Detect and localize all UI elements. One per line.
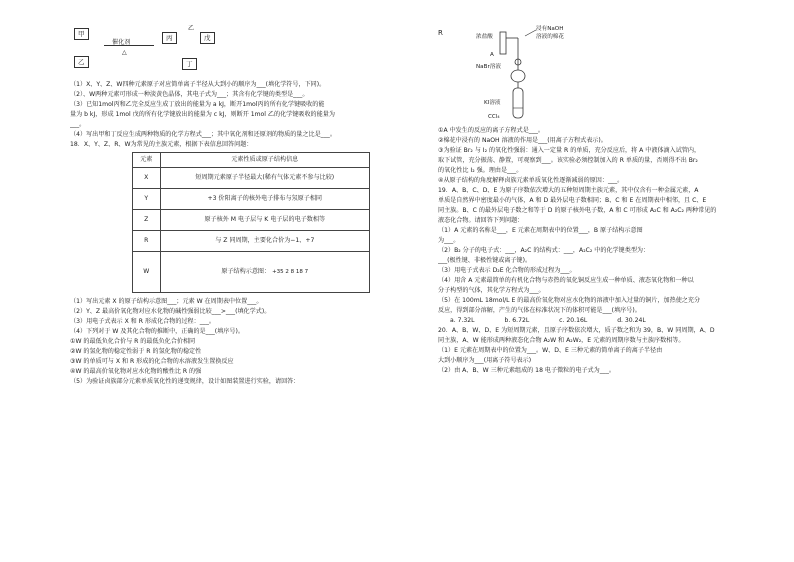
table-header: 元素 xyxy=(133,153,161,168)
q-option: ②W 的氢化物的稳定性弱于 R 的氢化物的稳定性 xyxy=(70,348,202,355)
flow-box-wu: 戊 xyxy=(200,32,215,44)
q-option: ③W 的单质可与 X 和 R 形成的化合物的水溶液发生置换反应 xyxy=(70,358,234,365)
q-line: （4）写出甲和丁反应生成两种物质的化学方程式___；其中氧化剂和还原剂的物质的量之比是___。 xyxy=(70,131,336,138)
q-line: （1）A 元素的名称是___，E 元素在周期表中的位置___，B 原子结构示意图 xyxy=(438,227,643,234)
label-ccl4: CCl₄ xyxy=(488,114,500,120)
q-line: （4）下列对于 W 及其化合物的推断中，正确的是___(填序号)。 xyxy=(70,328,244,335)
table-cell: W xyxy=(133,252,161,293)
q19-intro: 19．A、B、C、D、E 为原子序数依次增大的五种短周期主族元素，其中仅含有一种金属元素，A xyxy=(438,187,699,194)
q20-intro: 20．A、B、W、D、E 为短周期元素，且原子序数依次增大，质子数之和为 39，B、W 同周期，A、D xyxy=(438,327,715,334)
table-row xyxy=(133,189,370,210)
q-line: （2）、W两种元素可形成一种淡黄色晶体，其电子式为___；其含有化学键的类型是___。 xyxy=(70,91,309,98)
label-r: R xyxy=(438,29,443,37)
table-cell: 原子核外 M 电子层与 K 电子层的电子数相等 xyxy=(160,210,369,231)
table-row xyxy=(133,210,370,231)
flow-box-ding: 丁 xyxy=(182,58,197,70)
q-option: ④W 的最高价氧化物对应水化物的酸性比 R 的强 xyxy=(70,368,202,375)
q-line: 取下试管，充分振荡、静置，可观察到___。该实验必须控制加入的 R 单质的量，否则得不出 Br₂ xyxy=(438,157,698,164)
reaction-flow-diagram xyxy=(70,22,415,80)
option-a: a. 7.32L xyxy=(450,317,475,324)
option-b: b. 6.72L xyxy=(504,317,530,324)
flow-box-jia: 甲 xyxy=(74,28,89,40)
flow-heat-label: △ xyxy=(122,49,127,56)
table-cell: 原子结构示意图： xyxy=(221,268,271,275)
q-line: 单质是自然界中密度最小的气体，A 和 D 最外层电子数相同；B、C 和 E 在周期表中相邻，且 C、E xyxy=(438,197,707,204)
table-cell: +3 价阳离子的核外电子排布与氖原子相同 xyxy=(160,189,369,210)
q-line: 大到小顺序为___(用离子符号表示) xyxy=(438,357,532,364)
q-line: ①A 中发生的反应的离子方程式是___。 xyxy=(438,127,545,134)
q-line: （3）已知1mol丙和乙完全反应生成丁放出的能量为 a kJ，断开1mol丙的所有化学键吸收的能 xyxy=(70,101,325,108)
table-cell: Y xyxy=(133,189,161,210)
q-line: （4）用含 A 元素最简单的有机化合物与赤热的氧化铜反应生成一种单质、液态氧化物和一种以 xyxy=(438,277,694,284)
q-line: ②棉花中浸有的 NaOH 溶液的作用是___(用离子方程式表示)。 xyxy=(438,137,607,144)
q-line: （1）X、Y、Z、W四种元素原子对应简单离子半径从大到小的顺序为___(填化学符号，下同)。 xyxy=(70,81,326,88)
q-line: ___(极性键、非极性键或离子键)。 xyxy=(438,257,532,264)
q-line: 分子构型的气体，其化学方程式为___。 xyxy=(438,287,545,294)
answer-options xyxy=(438,316,783,326)
flow-arrow-main xyxy=(104,45,154,46)
option-c: c. 20.16L xyxy=(559,317,588,324)
right-column xyxy=(438,22,783,376)
q-line: （1）E 元素在周期表中的位置为___。W、D、E 三种元素的简单离子的离子半径由 xyxy=(438,347,663,354)
label-cotton-2: 溶液的棉花 xyxy=(536,34,564,40)
q-line: ④从原子结构的角度解释卤族元素单质氧化性逐渐减弱的原因：___。 xyxy=(438,177,624,184)
flow-catalyst-label: 催化剂 xyxy=(112,39,131,46)
table-cell: X xyxy=(133,168,161,189)
label-dropper: 浓盐酸 xyxy=(476,34,493,40)
table-row xyxy=(133,231,370,252)
q-line: （2）B₂ 分子的电子式：___，A₂C 的结构式：___，A₂C₂ 中的化学键类型为： xyxy=(438,247,650,254)
q-option: ①W 的最低负化合价与 R 的最低负化合价相同 xyxy=(70,338,196,345)
table-cell: 与 Z 同周期，主要化合价为−1、+7 xyxy=(160,231,369,252)
flow-label-yi-small: 乙 xyxy=(188,25,195,32)
q-line: （5）在 100mL 18mol/L E 的最高价氧化物对应水化物的溶液中加入过量的铜片，加热使之充分 xyxy=(438,297,701,304)
q-line: 的氧化性比 I₂ 强。理由是___。 xyxy=(438,167,523,174)
q18-intro: 18．X、Y、Z、R、W为常见的主族元素，根据下表信息回答问题： xyxy=(70,141,253,148)
label-nabr: NaBr溶液 xyxy=(476,64,501,70)
table-cell-structure xyxy=(160,252,369,293)
q-line: （2）Y、Z 最高价氧化物对应水化物的碱性强弱比较___>___(填化学式)。 xyxy=(70,308,271,315)
label-ki: KI溶液 xyxy=(484,100,501,106)
q-line: 反应，得到部分溶解，产生的气体在标准状况下的体积可能是___(填序号)。 xyxy=(438,307,641,314)
q-line: 为___。 xyxy=(438,237,460,244)
table-row xyxy=(133,168,370,189)
q-line: （2）由 A、B、W 三种元素组成的 18 电子微粒的电子式为___。 xyxy=(438,367,615,374)
q-line: ③为验证 Br₂ 与 I₂ 的氧化性强弱：通入一定量 R 的单质，充分反应后，将 A 中液体滴入试管内， xyxy=(438,147,701,154)
label-a: A xyxy=(490,52,494,58)
q-line: （3）用电子式表示 X 和 R 形成化合物的过程：___。 xyxy=(70,318,215,325)
q-line: 量为 b kJ，形成 1mol 戊的所有化学键放出的能量为 c kJ，则断开 1mol 乙的化学键吸收的能量为 xyxy=(70,111,335,118)
left-column xyxy=(70,22,415,387)
atomic-structure-diagram: +35 2 8 18 7 xyxy=(272,269,309,275)
flow-box-bing: 丙 xyxy=(162,32,177,44)
table-row xyxy=(133,252,370,293)
label-cotton-1: 浸有NaOH xyxy=(536,26,564,32)
q-line: 同主族。B、C 的最外层电子数之和等于 D 的原子核外电子数，A 和 C 可形成 A₂C 和 A₂C₂ 两种常见的 xyxy=(438,207,717,214)
q-line: 液态化合物。请回答下列问题： xyxy=(438,217,524,224)
option-d: d. 30.24L xyxy=(617,317,646,324)
q-line: ___。 xyxy=(70,121,86,128)
q-line: （5）为验证卤族部分元素单质氧化性的递变规律，设计如图装置进行实验，请回答： xyxy=(70,378,300,385)
q-line: （3）用电子式表示 D₂E 化合物的形成过程为___。 xyxy=(438,267,576,274)
table-cell: 短周期元素原子半径最大(稀有气体元素不参与比较) xyxy=(160,168,369,189)
table-header: 元素性质或原子结构信息 xyxy=(160,153,369,168)
q-line: 同主族，A、W 能形成两种液态化合物 A₂W 和 A₂W₂，E 元素的周期序数与主族序数相等。 xyxy=(438,337,685,344)
q-line: （1）写出元素 X 的原子结构示意图___；元素 W 在周期表中位置___。 xyxy=(70,298,263,305)
element-info-table xyxy=(132,152,370,293)
table-cell: R xyxy=(133,231,161,252)
experiment-apparatus xyxy=(438,22,783,124)
table-cell: Z xyxy=(133,210,161,231)
flow-box-yi: 乙 xyxy=(74,56,89,68)
